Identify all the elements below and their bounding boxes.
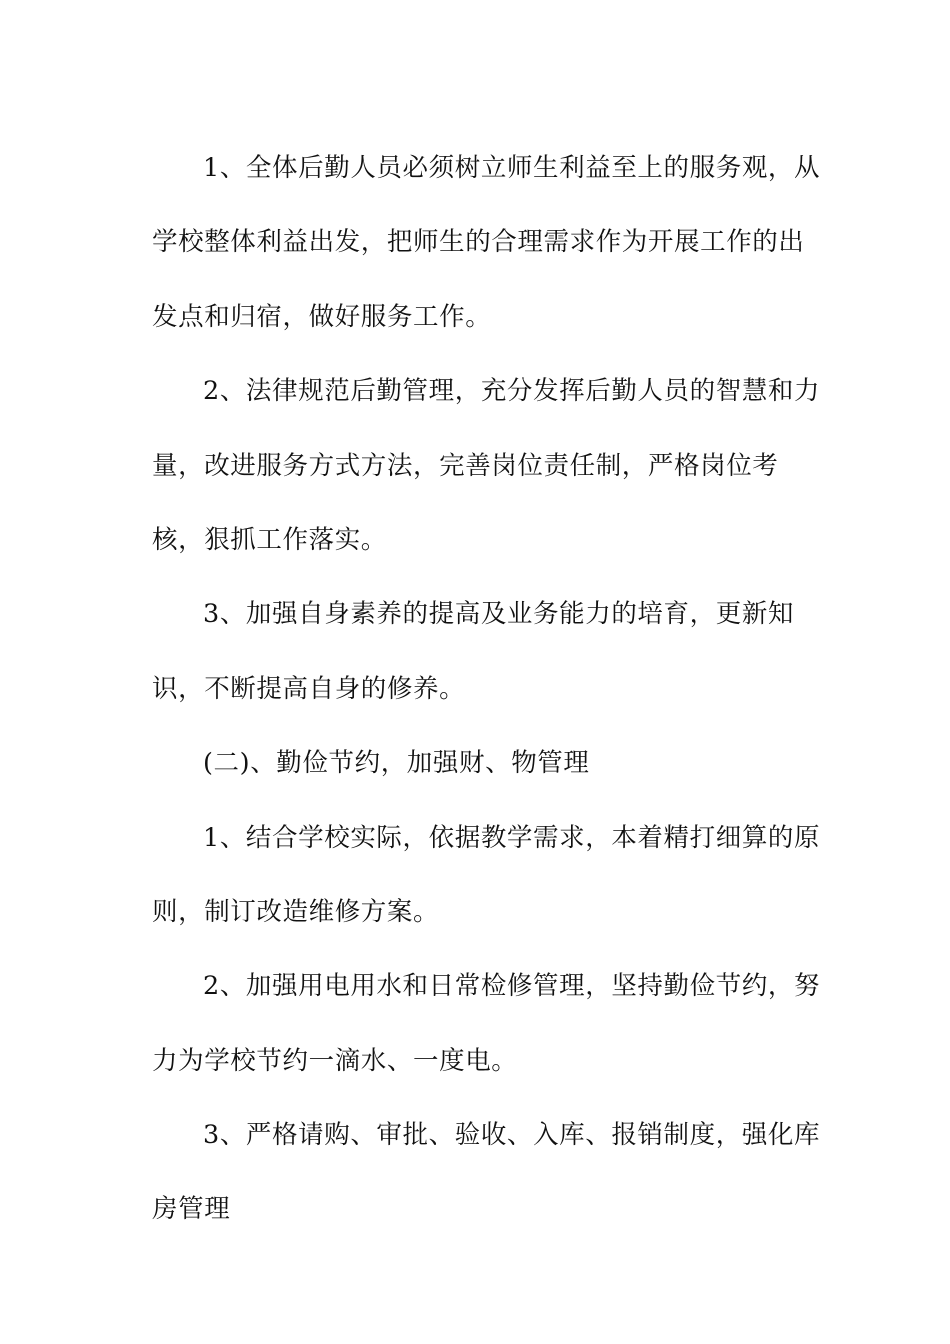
paragraph-6-line-2: 房管理: [152, 1194, 231, 1225]
paragraph-5-line-2: 力为学校节约一滴水、一度电。: [152, 1045, 518, 1076]
paragraph-1-line-2: 学校整体利益出发，把师生的合理需求作为开展工作的出: [152, 227, 805, 258]
paragraph-2-line-3: 核，狠抓工作落实。: [152, 524, 387, 555]
paragraph-1-line-3: 发点和归宿，做好服务工作。: [152, 301, 492, 332]
section-heading: (二)、勤俭节约，加强财、物管理: [203, 748, 590, 779]
paragraph-1-line-1: 1、全体后勤人员必须树立师生利益至上的服务观，从: [203, 153, 821, 183]
paragraph-2-line-2: 量，改进服务方式方法，完善岗位责任制，严格岗位考: [152, 450, 779, 481]
paragraph-3-line-2: 识，不断提高自身的修养。: [152, 673, 466, 704]
paragraph-6-line-1: 3、严格请购、审批、验收、入库、报销制度，强化库: [203, 1120, 821, 1151]
paragraph-2-line-1: 2、法律规范后勤管理，充分发挥后勤人员的智慧和力: [203, 376, 821, 407]
paragraph-3-line-1: 3、加强自身素养的提高及业务能力的培育，更新知: [203, 599, 795, 630]
paragraph-5-line-1: 2、加强用电用水和日常检修管理，坚持勤俭节约，努: [203, 971, 821, 1002]
paragraph-4-line-1: 1、结合学校实际，依据教学需求，本着精打细算的原: [203, 822, 821, 853]
document-body: [152, 131, 821, 1247]
paragraph-4-line-2: 则，制订改造维修方案。: [152, 896, 440, 927]
